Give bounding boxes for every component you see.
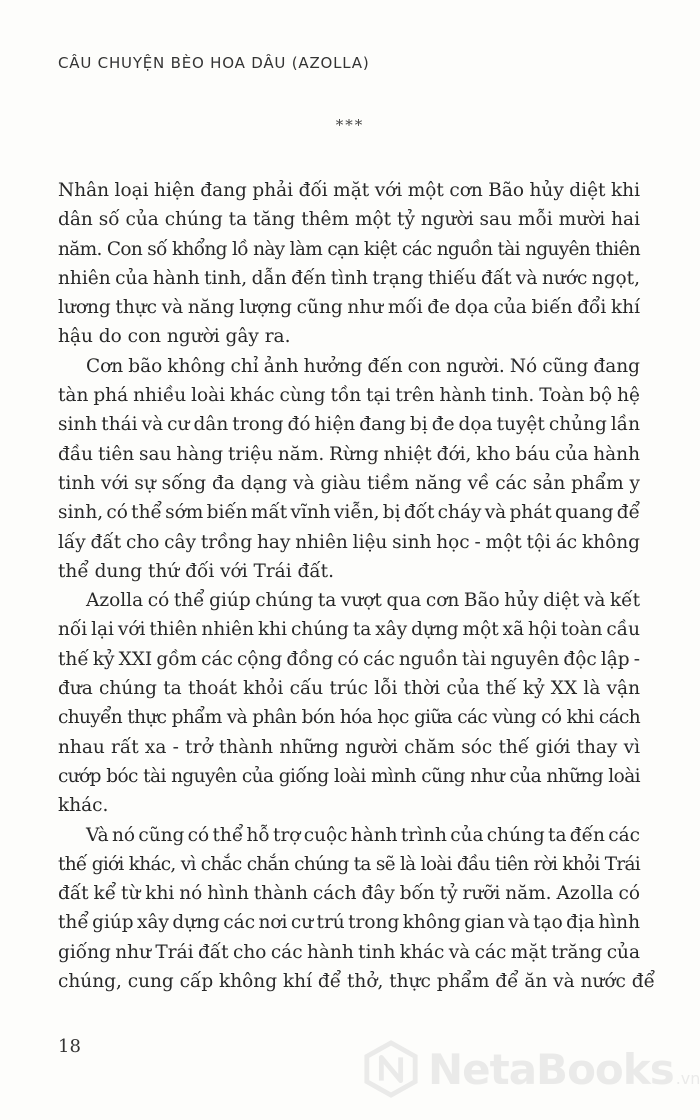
text-line: chuyển thực phẩm và phân bón hóa học giữa các vùng có khi cách	[58, 707, 640, 729]
text-line: đưa chúng ta thoát khỏi cấu trúc lỗi thời của thế kỷ XX là vận	[58, 678, 640, 700]
paragraph-3	[58, 586, 640, 820]
text-line: Azolla có thể giúp chúng ta vượt qua cơn Bão hủy diệt và kết	[86, 590, 640, 612]
body-text	[58, 176, 655, 996]
text-line: đầu tiên sau hàng triệu năm. Rừng nhiệt đới, kho báu của hành	[58, 443, 640, 465]
paragraph-1	[58, 176, 640, 352]
text-line: sinh thái và cư dân trong đó hiện đang bị đe dọa tuyệt chủng lần	[58, 414, 640, 436]
text-line: thế giới khác, vì chắc chắn chúng ta sẽ là loài đầu tiên rời khỏi Trái	[58, 853, 640, 875]
paragraph-2	[58, 352, 640, 586]
text-line: tinh với sự sống đa dạng và giàu tiềm năng về các sản phẩm y	[58, 472, 640, 494]
text-line: năm. Con số khổng lồ này làm cạn kiệt các nguồn tài nguyên thiên	[58, 238, 640, 260]
text-line: thể dung thứ đối với Trái đất.	[58, 560, 335, 582]
watermark	[362, 1040, 700, 1098]
running-title: CÂU CHUYỆN BÈO HOA DÂU (AZOLLA)	[58, 54, 370, 72]
text-line: sinh, có thể sớm biến mất vĩnh viễn, bị đốt cháy và phát quang để	[58, 502, 640, 524]
text-line: dân số của chúng ta tăng thêm một tỷ người sau mỗi mười hai	[58, 209, 640, 231]
text-line: Nhân loại hiện đang phải đối mặt với một cơn Bão hủy diệt khi	[58, 180, 640, 201]
text-line: nhiên của hành tinh, dẫn đến tình trạng thiếu đất và nước ngọt,	[58, 267, 640, 289]
text-line: đất kể từ khi nó hình thành cách đây bốn tỷ rưỡi năm. Azolla có	[58, 883, 640, 905]
paragraph-4	[58, 821, 655, 997]
text-line: lương thực và năng lượng cũng như mối đe dọa của biến đổi khí	[58, 297, 640, 319]
text-line: nối lại với thiên nhiên khi chúng ta xây dựng một xã hội toàn cầu	[58, 619, 640, 641]
text-line: khác.	[58, 795, 109, 817]
text-line: giống như Trái đất cho các hành tinh khác và các mặt trăng của	[58, 941, 640, 963]
text-line: thế kỷ XXI gồm các cộng đồng có các nguồn tài nguyên độc lập -	[58, 648, 640, 670]
section-separator: ***	[335, 116, 365, 134]
text-line: chúng, cung cấp không khí để thở, thực phẩm để ăn và nước để	[58, 971, 655, 993]
text-line: Và nó cũng có thể hỗ trợ cuộc hành trình của chúng ta đến các	[86, 824, 640, 846]
text-line: nhau rất xa - trở thành những người chăm sóc thế giới thay vì	[58, 736, 640, 758]
text-line: lấy đất cho cây trồng hay nhiên liệu sinh học - một tội ác không	[58, 531, 640, 553]
text-line: Cơn bão không chỉ ảnh hưởng đến con người. Nó cũng đang	[86, 355, 640, 377]
text-line: hậu do con người gây ra.	[58, 326, 291, 348]
watermark-brand: NetaBooks	[428, 1044, 674, 1094]
watermark-suffix: .vn	[675, 1069, 700, 1088]
page-number: 18	[58, 1036, 81, 1057]
text-line: cướp bóc tài nguyên của giống loài mình cũng như của những loài	[58, 765, 640, 787]
netabooks-logo-icon	[362, 1040, 420, 1098]
text-line: tàn phá nhiều loài khác cùng tồn tại trên hành tinh. Toàn bộ hệ	[58, 385, 640, 407]
text-line: thể giúp xây dựng các nơi cư trú trong không gian và tạo địa hình	[58, 912, 640, 934]
